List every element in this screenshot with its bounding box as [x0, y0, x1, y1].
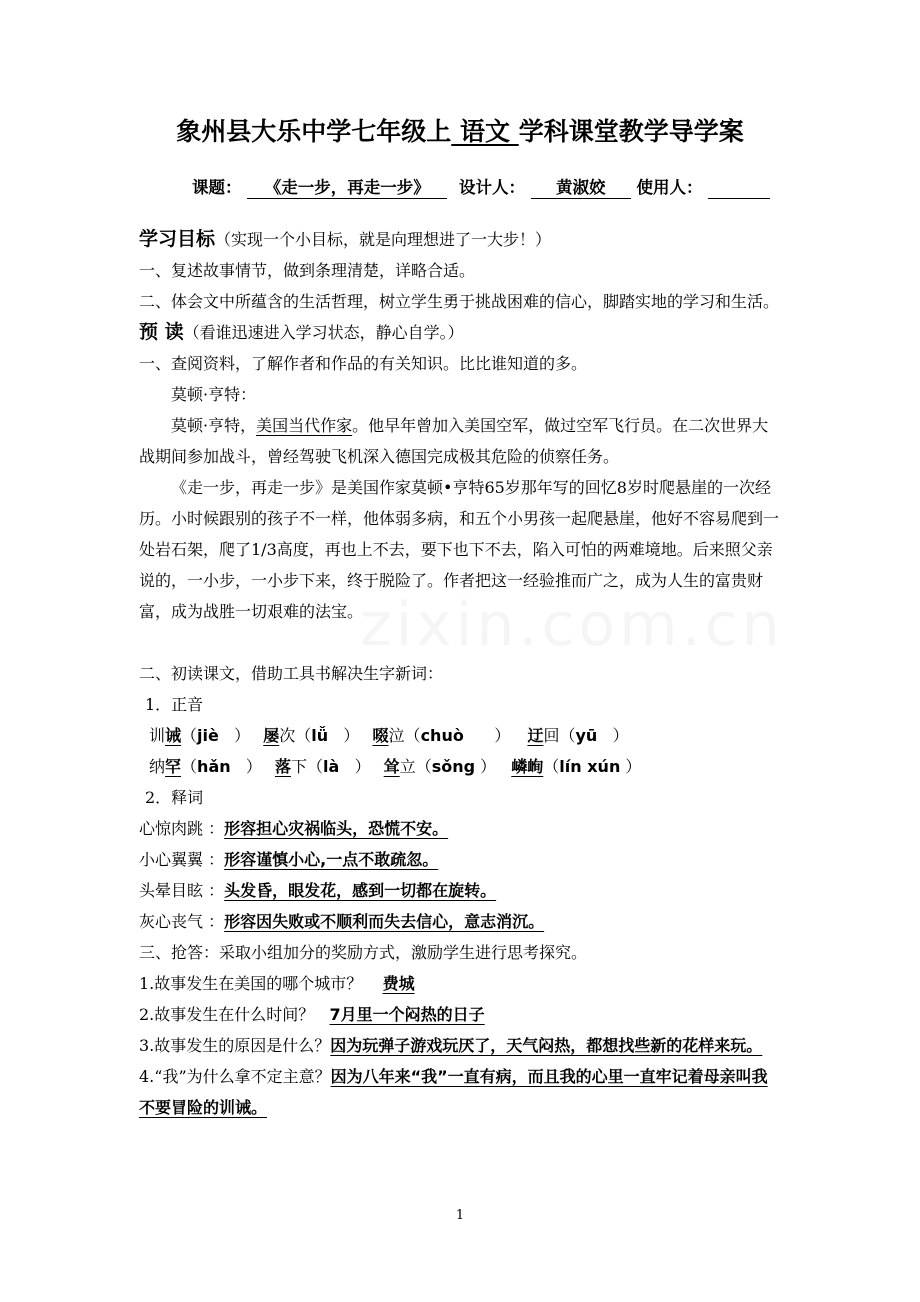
- pinyin-item: 耸立（sǒng ）: [383, 757, 497, 776]
- pinyin: lín xún: [559, 757, 621, 776]
- question: 4.“我”为什么拿不定主意？: [139, 1067, 331, 1086]
- preview-heading: 预 读: [139, 321, 184, 343]
- author-bio: 。他早年曾加入美国空军，做过空军飞行员。在二次世界大战期间参加战斗，曾经驾驶飞机深入德国完成极其危险的侦察任务。: [139, 416, 769, 466]
- pinyin: yū: [575, 726, 598, 745]
- author-paragraph: [139, 410, 782, 472]
- pinyin-item: 纳罕（hǎn ）: [149, 757, 262, 776]
- definition-text: 形容担心灾祸临头，恐慌不安。: [224, 819, 449, 838]
- title-rest: 学科课堂教学导学案: [518, 117, 744, 146]
- words-item-2: 二、初读课文，借助工具书解决生字新词：: [139, 664, 444, 683]
- shici-label: 2．释词: [145, 788, 204, 807]
- lesson-value: 《走一步，再走一步》: [247, 178, 447, 199]
- pinyin-item: 啜泣（chuò ）: [372, 726, 511, 745]
- pinyin: lǚ: [311, 726, 329, 745]
- goal-item-1: 一、复述故事情节，做到条理清楚，详略合适。: [139, 261, 476, 280]
- target-char: 屡: [263, 726, 280, 745]
- question: 2.故事发生在什么时间？: [139, 1005, 315, 1024]
- document-body: [139, 224, 782, 1123]
- user-label: 使用人：: [636, 178, 703, 197]
- quiz-item-3: 三、抢答：采取小组加分的奖励方式，激励学生进行思考探究。: [139, 943, 588, 962]
- definition-text: 形容因失败或不顺利而失去信心，意志消沉。: [224, 912, 545, 931]
- definition-text: 形容谨慎小心,一点不敢疏忽。: [224, 850, 439, 869]
- author-label: 莫顿·亨特：: [171, 385, 257, 404]
- qa-row: [139, 1030, 782, 1061]
- definition-row: 灰心丧气 ：形容因失败或不顺利而失去信心，意志消沉。: [139, 912, 545, 931]
- user-blank: [708, 178, 770, 199]
- goals-heading: 学习目标: [139, 228, 216, 250]
- answer: 因为玩弹子游戏玩厌了，天气闷热，都想找些新的花样来玩。: [330, 1036, 763, 1055]
- target-char: 迂: [527, 726, 544, 745]
- pinyin-item: 训诫（jiè ）: [149, 726, 251, 745]
- pinyin-row-1: [139, 720, 782, 751]
- goals-note: （实现一个小目标，就是向理想进了一大步！）: [215, 230, 552, 249]
- definition-row: 头晕目眩 ：头发昏，眼发花，感到一切都在旋转。: [139, 881, 497, 900]
- title-school: 象州县大乐中学七年级上: [176, 117, 452, 146]
- target-char: 诫: [165, 726, 182, 745]
- pinyin-item: 迂回（yū ）: [527, 726, 629, 745]
- question: 3.故事发生的原因是什么？: [139, 1036, 331, 1055]
- author-identity: 美国当代作家: [256, 416, 353, 435]
- answer: 因为八年来“我”一直有病，而且我的心里一直牢记着母亲叫我不要冒险的训诫。: [139, 1067, 768, 1117]
- preview-note: （看谁迅速进入学习状态，静心自学。）: [183, 323, 464, 342]
- answer: 7月里一个闷热的日子: [329, 1005, 485, 1024]
- target-char: 耸: [383, 757, 400, 776]
- pinyin: chuò: [420, 726, 464, 745]
- definition-text: 头发昏，眼发花，感到一切都在旋转。: [224, 881, 497, 900]
- target-char: 落: [274, 757, 291, 776]
- qa-row: [139, 999, 782, 1030]
- page-title: [0, 112, 920, 148]
- definition-row: 心惊肉跳 ：形容担心灾祸临头，恐慌不安。: [139, 819, 449, 838]
- lesson-label: 课题：: [192, 178, 242, 197]
- work-paragraph: 《走一步，再走一步》是美国作家莫顿•亨特65岁那年写的回忆8岁时爬悬崖的一次经历。小时候跟别的孩子不一样，他体弱多病，和五个小男孩一起爬悬崖，他好不容易爬到一处岩石架，爬了1/3高度，再也上不去，要下也下不去，陷入可怕的两难境地。后来照父亲说的，一小步，一小步下来，终于脱险了。作者把这一经验推而广之，成为人生的富贵财富，成为战胜一切艰难的法宝。: [139, 478, 780, 621]
- zhengyin-label: 1．正音: [145, 695, 204, 714]
- pinyin-row-2: [139, 751, 782, 782]
- target-char: 嶙峋: [511, 757, 544, 776]
- lesson-info-line: [192, 174, 792, 199]
- pinyin-item: 屡次（lǚ ）: [263, 726, 360, 745]
- answer: 费城: [382, 974, 415, 993]
- target-char: 罕: [165, 757, 182, 776]
- preview-item-1: 一、查阅资料，了解作者和作品的有关知识。比比谁知道的多。: [139, 354, 588, 373]
- designer-label: 设计人：: [459, 178, 525, 197]
- pinyin: jiè: [197, 726, 219, 745]
- target-char: 啜: [372, 726, 389, 745]
- definition-row: 小心翼翼 ：形容谨慎小心,一点不敢疏忽。: [139, 850, 439, 869]
- title-subject: 语文: [451, 117, 519, 146]
- pinyin: sǒng: [431, 757, 476, 776]
- question: 1.故事发生在美国的哪个城市？: [139, 974, 363, 993]
- pinyin: hǎn: [197, 757, 231, 776]
- pinyin-item: 嶙峋（lín xún ）: [511, 757, 642, 776]
- qa-row: [139, 968, 782, 999]
- page-number: 1: [455, 1208, 465, 1223]
- pinyin-item: 落下（là ）: [274, 757, 371, 776]
- designer-value: 黄淑姣: [531, 178, 631, 199]
- pinyin: là: [323, 757, 340, 776]
- author-name: 莫顿·亨特，: [171, 416, 257, 435]
- qa-row: [139, 1061, 782, 1123]
- goal-item-2: 二、体会文中所蕴含的生活哲理，树立学生勇于挑战困难的信心，脚踏实地的学习和生活。: [139, 292, 780, 311]
